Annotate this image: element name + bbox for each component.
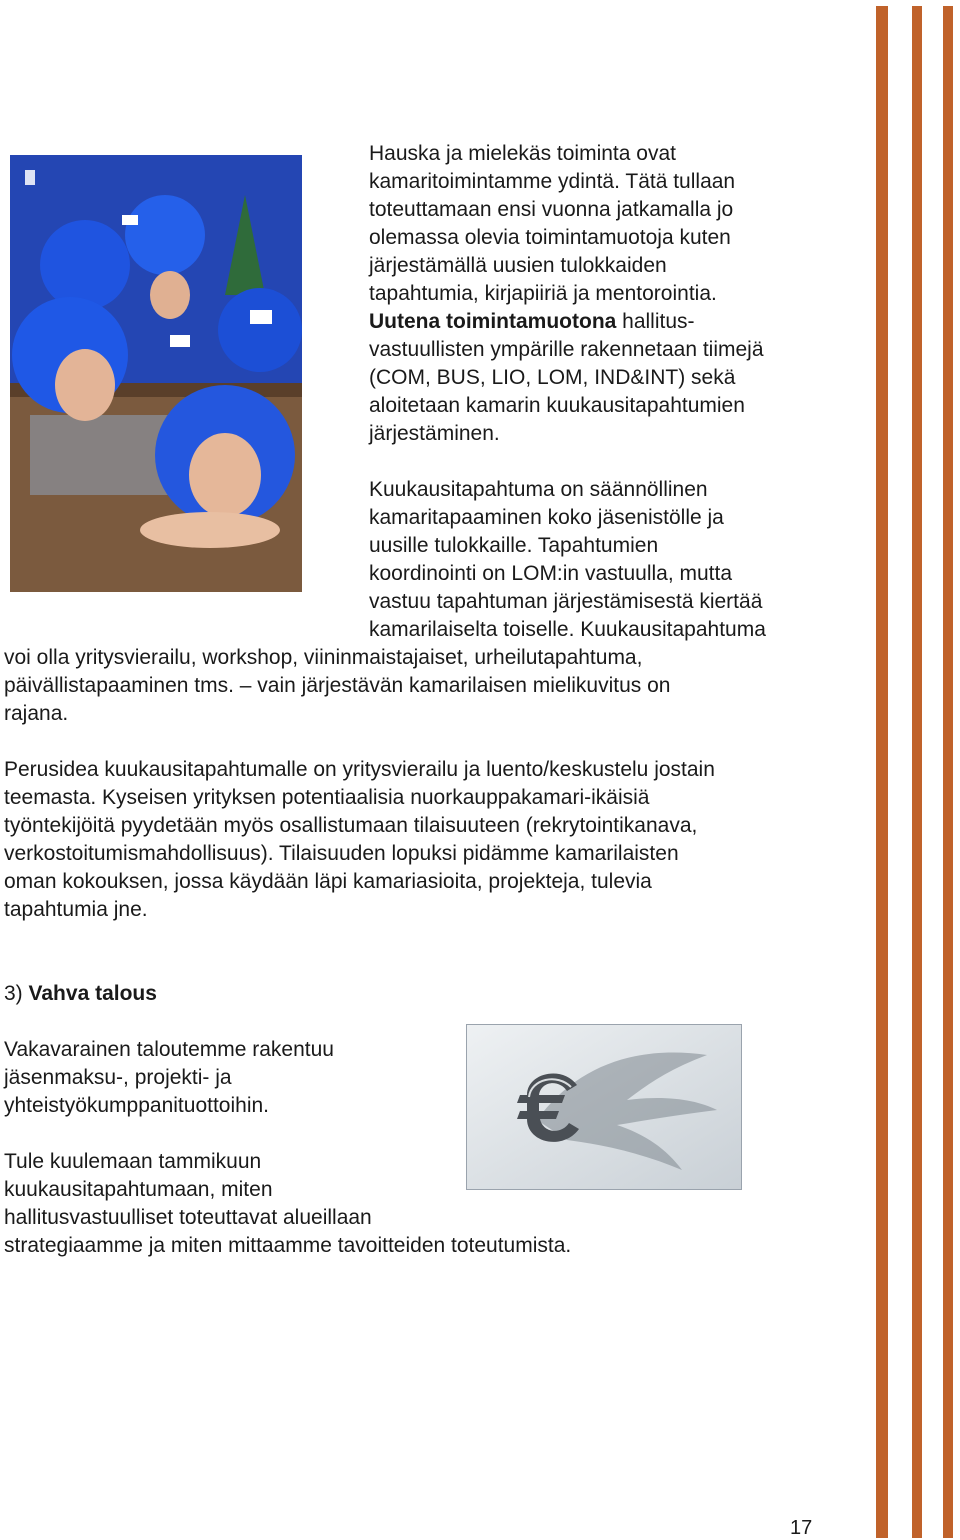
decorative-stripes xyxy=(864,6,960,1538)
intro-line: olemassa olevia toimintamuotoja kuten xyxy=(369,226,731,249)
euro-shadow-image xyxy=(466,1024,742,1190)
stripe-2 xyxy=(912,6,922,1538)
hot-tub-photo-illustration xyxy=(10,155,302,592)
intro-after-bold: hallitus- xyxy=(616,310,695,333)
monthly-line: kamaritapaaminen koko jäsenistölle ja xyxy=(369,506,724,529)
monthly-line: kamarilaiselta toiselle. Kuukausitapahtuma xyxy=(369,618,766,641)
invite-line: Tule kuulemaan tammikuun xyxy=(4,1150,262,1173)
monthly-line: Kuukausitapahtuma on säännöllinen xyxy=(369,478,708,501)
page-number: 17 xyxy=(790,1517,813,1539)
intro-line: tapahtumia, kirjapiiriä ja mentorointia. xyxy=(369,282,717,305)
invite-line: strategiaamme ja miten mittaamme tavoitteiden toteutumista. xyxy=(4,1234,572,1257)
monthly-line-wide: päivällistapaaminen tms. – vain järjestävän kamarilaisen mielikuvitus on xyxy=(4,674,671,697)
section-heading xyxy=(4,980,157,1008)
new-activity-bold: Uutena toimintamuotona xyxy=(369,310,617,333)
intro-line: Hauska ja mielekäs toiminta ovat xyxy=(369,142,676,165)
intro-line: vastuullisten ympärille rakennetaan tiimejä xyxy=(369,338,764,361)
hot-tub-photo xyxy=(10,155,302,592)
stripe-1 xyxy=(876,6,888,1538)
section-title: Vahva talous xyxy=(28,982,157,1005)
euro-hand-shadow-illustration xyxy=(467,1025,741,1189)
economy-line: Vakavarainen taloutemme rakentuu xyxy=(4,1038,334,1061)
idea-line: työntekijöitä pyydetään myös osallistumaan tilaisuuteen (rekrytointikanava, xyxy=(4,814,698,837)
intro-line-bold xyxy=(369,308,695,336)
monthly-line-wide: voi olla yritysvierailu, workshop, viininmaistajaiset, urheilutapahtuma, xyxy=(4,646,643,669)
idea-line: oman kokouksen, jossa käydään läpi kamariasioita, projekteja, tulevia xyxy=(4,870,652,893)
monthly-line: uusille tulokkaille. Tapahtumien xyxy=(369,534,659,557)
intro-line: (COM, BUS, LIO, LOM, IND&INT) sekä xyxy=(369,366,736,389)
stripe-3 xyxy=(943,6,953,1538)
economy-line: yhteistyökumppanituottoihin. xyxy=(4,1094,269,1117)
economy-line: jäsenmaksu-, projekti- ja xyxy=(4,1066,232,1089)
monthly-line: koordinointi on LOM:in vastuulla, mutta xyxy=(369,562,733,585)
intro-line: aloitetaan kamarin kuukausitapahtumien xyxy=(369,394,745,417)
idea-line: verkostoitumismahdollisuus). Tilaisuuden lopuksi pidämme kamarilaisten xyxy=(4,842,679,865)
invite-line: kuukausitapahtumaan, miten xyxy=(4,1178,273,1201)
intro-line: järjestämällä uusien tulokkaiden xyxy=(369,254,667,277)
section-number: 3) xyxy=(4,982,23,1005)
idea-line: Perusidea kuukausitapahtumalle on yritysvierailu ja luento/keskustelu jostain xyxy=(4,758,715,781)
idea-line: tapahtumia jne. xyxy=(4,898,148,921)
intro-line: toteuttamaan ensi vuonna jatkamalla jo xyxy=(369,198,734,221)
invite-line: hallitusvastuulliset toteuttavat alueillaan xyxy=(4,1206,372,1229)
idea-line: teemasta. Kyseisen yrityksen potentiaalisia nuorkauppakamari-ikäisiä xyxy=(4,786,650,809)
intro-line: kamaritoimintamme ydintä. Tätä tullaan xyxy=(369,170,736,193)
monthly-line-wide: rajana. xyxy=(4,702,69,725)
monthly-line: vastuu tapahtuman järjestämisestä kiertää xyxy=(369,590,763,613)
intro-line: järjestäminen. xyxy=(369,422,500,445)
